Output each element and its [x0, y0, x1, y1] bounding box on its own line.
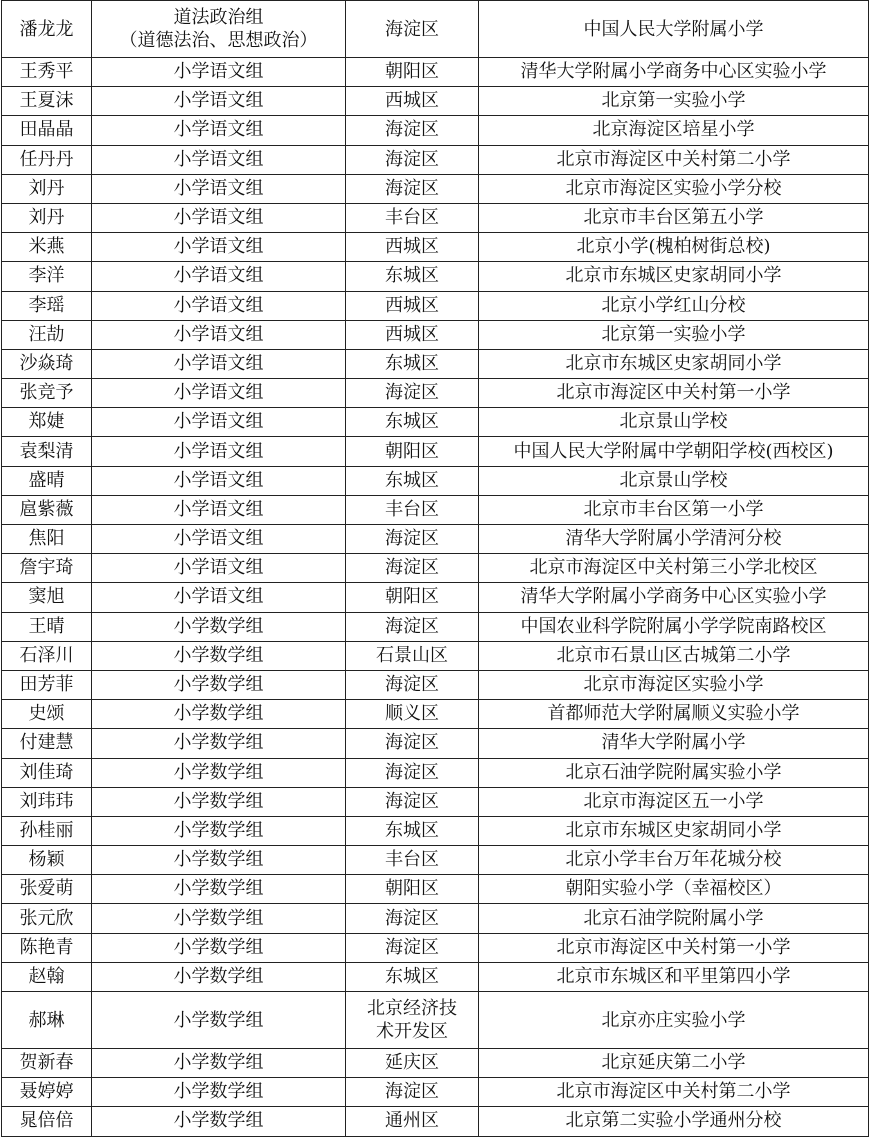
table-row	[2, 320, 869, 349]
subject-group-cell: 小学语文组	[92, 145, 346, 174]
table-row	[2, 116, 869, 145]
teacher-name-cell: 汪劼	[2, 320, 92, 349]
teacher-name-cell: 张爱萌	[2, 875, 92, 904]
table-row	[2, 612, 869, 641]
district-cell: 东城区	[346, 349, 479, 378]
subject-group-cell: 小学语文组	[92, 408, 346, 437]
teacher-name-cell: 盛晴	[2, 466, 92, 495]
table-row	[2, 933, 869, 962]
district-cell: 西城区	[346, 87, 479, 116]
subject-group-cell: 小学数学组	[92, 787, 346, 816]
subject-group-cell: 小学语文组	[92, 349, 346, 378]
subject-group-cell: 小学数学组	[92, 700, 346, 729]
district-cell: 海淀区	[346, 729, 479, 758]
district-cell: 西城区	[346, 291, 479, 320]
teacher-name-cell: 陈艳青	[2, 933, 92, 962]
district-cell: 海淀区	[346, 379, 479, 408]
teacher-name-cell: 聂婷婷	[2, 1078, 92, 1107]
district-cell: 东城区	[346, 816, 479, 845]
school-cell: 北京小学红山分校	[479, 291, 869, 320]
subject-group-cell: 小学语文组	[92, 554, 346, 583]
school-cell: 北京市丰台区第五小学	[479, 203, 869, 232]
subject-group-cell: 小学语文组	[92, 466, 346, 495]
subject-group-cell: 小学语文组	[92, 379, 346, 408]
district-cell: 延庆区	[346, 1049, 479, 1078]
table-row	[2, 437, 869, 466]
district-cell: 海淀区	[346, 787, 479, 816]
district-cell: 海淀区	[346, 1, 479, 58]
subject-group-cell: 小学数学组	[92, 933, 346, 962]
district-cell: 东城区	[346, 962, 479, 991]
table-row	[2, 58, 869, 87]
school-cell: 中国人民大学附属小学	[479, 1, 869, 58]
district-cell: 东城区	[346, 408, 479, 437]
school-cell: 清华大学附属小学商务中心区实验小学	[479, 58, 869, 87]
school-cell: 中国农业科学院附属小学学院南路校区	[479, 612, 869, 641]
school-cell: 北京景山学校	[479, 466, 869, 495]
table-row	[2, 174, 869, 203]
school-cell: 北京第一实验小学	[479, 87, 869, 116]
subject-group-cell: 小学数学组	[92, 904, 346, 933]
school-cell: 北京市海淀区中关村第二小学	[479, 1078, 869, 1107]
subject-group-cell: 小学数学组	[92, 612, 346, 641]
subject-group-cell: 小学语文组	[92, 320, 346, 349]
teacher-name-cell: 史颂	[2, 700, 92, 729]
table-row	[2, 525, 869, 554]
teacher-name-cell: 窦旭	[2, 583, 92, 612]
table-row	[2, 583, 869, 612]
table-row	[2, 1049, 869, 1078]
district-cell: 顺义区	[346, 700, 479, 729]
subject-group-cell: 小学数学组	[92, 1107, 346, 1136]
subject-group-cell: 小学数学组	[92, 846, 346, 875]
table-row	[2, 408, 869, 437]
teacher-name-cell: 郝琳	[2, 992, 92, 1049]
teacher-name-cell: 刘丹	[2, 203, 92, 232]
table-row	[2, 87, 869, 116]
school-cell: 首都师范大学附属顺义实验小学	[479, 700, 869, 729]
subject-group-cell: 小学语文组	[92, 87, 346, 116]
teacher-roster-table	[1, 0, 869, 1137]
teacher-name-cell: 袁梨清	[2, 437, 92, 466]
school-cell: 北京市海淀区中关村第三小学北校区	[479, 554, 869, 583]
table-row	[2, 992, 869, 1049]
district-cell: 海淀区	[346, 525, 479, 554]
teacher-name-cell: 付建慧	[2, 729, 92, 758]
school-cell: 北京市石景山区古城第二小学	[479, 641, 869, 670]
school-cell: 北京市海淀区五一小学	[479, 787, 869, 816]
table-row	[2, 233, 869, 262]
subject-group-cell: 小学数学组	[92, 641, 346, 670]
school-cell: 清华大学附属小学	[479, 729, 869, 758]
subject-group-cell: 小学数学组	[92, 729, 346, 758]
teacher-name-cell: 刘佳琦	[2, 758, 92, 787]
table-row	[2, 758, 869, 787]
district-cell: 海淀区	[346, 174, 479, 203]
subject-group-cell: 小学语文组	[92, 203, 346, 232]
district-cell: 东城区	[346, 466, 479, 495]
table-row	[2, 466, 869, 495]
teacher-name-cell: 张元欣	[2, 904, 92, 933]
school-cell: 中国人民大学附属中学朝阳学校(西校区)	[479, 437, 869, 466]
district-cell: 朝阳区	[346, 875, 479, 904]
teacher-name-cell: 王夏沫	[2, 87, 92, 116]
school-cell: 北京市海淀区中关村第一小学	[479, 933, 869, 962]
subject-group-cell: 小学语文组	[92, 174, 346, 203]
teacher-name-cell: 田芳菲	[2, 670, 92, 699]
district-cell: 朝阳区	[346, 437, 479, 466]
school-cell: 北京市海淀区中关村第一小学	[479, 379, 869, 408]
school-cell: 北京延庆第二小学	[479, 1049, 869, 1078]
teacher-name-cell: 郑婕	[2, 408, 92, 437]
subject-group-cell: 小学数学组	[92, 962, 346, 991]
school-cell: 北京市东城区和平里第四小学	[479, 962, 869, 991]
school-cell: 北京市丰台区第一小学	[479, 495, 869, 524]
subject-group-cell: 道法政治组 （道德法治、思想政治）	[92, 1, 346, 58]
subject-group-cell: 小学语文组	[92, 583, 346, 612]
district-cell: 石景山区	[346, 641, 479, 670]
district-cell: 丰台区	[346, 495, 479, 524]
school-cell: 北京亦庄实验小学	[479, 992, 869, 1049]
subject-group-cell: 小学语文组	[92, 262, 346, 291]
subject-group-cell: 小学语文组	[92, 437, 346, 466]
table-row	[2, 291, 869, 320]
school-cell: 北京小学丰台万年花城分校	[479, 846, 869, 875]
district-cell: 海淀区	[346, 758, 479, 787]
teacher-name-cell: 刘玮玮	[2, 787, 92, 816]
table-row	[2, 787, 869, 816]
teacher-name-cell: 任丹丹	[2, 145, 92, 174]
table-row	[2, 1107, 869, 1136]
subject-group-cell: 小学数学组	[92, 992, 346, 1049]
school-cell: 朝阳实验小学（幸福校区）	[479, 875, 869, 904]
district-cell: 海淀区	[346, 1078, 479, 1107]
teacher-name-cell: 贺新春	[2, 1049, 92, 1078]
district-cell: 北京经济技 术开发区	[346, 992, 479, 1049]
district-cell: 海淀区	[346, 933, 479, 962]
table-row	[2, 846, 869, 875]
table-row	[2, 554, 869, 583]
subject-group-cell: 小学数学组	[92, 670, 346, 699]
teacher-name-cell: 刘丹	[2, 174, 92, 203]
table-row	[2, 495, 869, 524]
school-cell: 清华大学附属小学商务中心区实验小学	[479, 583, 869, 612]
district-cell: 西城区	[346, 320, 479, 349]
district-cell: 西城区	[346, 233, 479, 262]
teacher-name-cell: 米燕	[2, 233, 92, 262]
table-row	[2, 816, 869, 845]
teacher-name-cell: 李瑶	[2, 291, 92, 320]
district-cell: 海淀区	[346, 904, 479, 933]
district-cell: 朝阳区	[346, 583, 479, 612]
subject-group-cell: 小学语文组	[92, 233, 346, 262]
subject-group-cell: 小学数学组	[92, 875, 346, 904]
teacher-name-cell: 田晶晶	[2, 116, 92, 145]
subject-group-cell: 小学语文组	[92, 525, 346, 554]
teacher-name-cell: 焦阳	[2, 525, 92, 554]
district-cell: 海淀区	[346, 670, 479, 699]
school-cell: 北京市东城区史家胡同小学	[479, 816, 869, 845]
school-cell: 北京景山学校	[479, 408, 869, 437]
table-row	[2, 641, 869, 670]
district-cell: 海淀区	[346, 145, 479, 174]
table-row	[2, 1078, 869, 1107]
subject-group-cell: 小学语文组	[92, 58, 346, 87]
subject-group-cell: 小学数学组	[92, 1049, 346, 1078]
school-cell: 北京海淀区培星小学	[479, 116, 869, 145]
school-cell: 北京石油学院附属小学	[479, 904, 869, 933]
table-row	[2, 379, 869, 408]
subject-group-cell: 小学语文组	[92, 116, 346, 145]
teacher-name-cell: 扈紫薇	[2, 495, 92, 524]
school-cell: 北京市海淀区实验小学	[479, 670, 869, 699]
teacher-name-cell: 詹宇琦	[2, 554, 92, 583]
school-cell: 北京石油学院附属实验小学	[479, 758, 869, 787]
table-row	[2, 349, 869, 378]
table-row	[2, 875, 869, 904]
subject-group-cell: 小学数学组	[92, 758, 346, 787]
district-cell: 丰台区	[346, 203, 479, 232]
teacher-name-cell: 晁倍倍	[2, 1107, 92, 1136]
table-row	[2, 203, 869, 232]
teacher-name-cell: 王晴	[2, 612, 92, 641]
teacher-name-cell: 石泽川	[2, 641, 92, 670]
table-row	[2, 1, 869, 58]
school-cell: 北京第二实验小学通州分校	[479, 1107, 869, 1136]
school-cell: 北京第一实验小学	[479, 320, 869, 349]
table-row	[2, 962, 869, 991]
school-cell: 北京市东城区史家胡同小学	[479, 349, 869, 378]
school-cell: 北京小学(槐柏树街总校)	[479, 233, 869, 262]
subject-group-cell: 小学语文组	[92, 291, 346, 320]
teacher-name-cell: 潘龙龙	[2, 1, 92, 58]
subject-group-cell: 小学语文组	[92, 495, 346, 524]
district-cell: 通州区	[346, 1107, 479, 1136]
district-cell: 海淀区	[346, 612, 479, 641]
district-cell: 海淀区	[346, 554, 479, 583]
school-cell: 北京市东城区史家胡同小学	[479, 262, 869, 291]
teacher-name-cell: 沙焱琦	[2, 349, 92, 378]
school-cell: 北京市海淀区中关村第二小学	[479, 145, 869, 174]
table-row	[2, 670, 869, 699]
table-row	[2, 145, 869, 174]
table-row	[2, 262, 869, 291]
table-row	[2, 729, 869, 758]
school-cell: 清华大学附属小学清河分校	[479, 525, 869, 554]
teacher-name-cell: 王秀平	[2, 58, 92, 87]
subject-group-cell: 小学数学组	[92, 1078, 346, 1107]
teacher-name-cell: 李洋	[2, 262, 92, 291]
district-cell: 丰台区	[346, 846, 479, 875]
table-row	[2, 700, 869, 729]
teacher-name-cell: 杨颖	[2, 846, 92, 875]
school-cell: 北京市海淀区实验小学分校	[479, 174, 869, 203]
roster-body	[2, 1, 869, 1137]
teacher-name-cell: 赵翰	[2, 962, 92, 991]
subject-group-cell: 小学数学组	[92, 816, 346, 845]
teacher-name-cell: 孙桂丽	[2, 816, 92, 845]
teacher-name-cell: 张竞予	[2, 379, 92, 408]
district-cell: 朝阳区	[346, 58, 479, 87]
district-cell: 海淀区	[346, 116, 479, 145]
table-row	[2, 904, 869, 933]
district-cell: 东城区	[346, 262, 479, 291]
